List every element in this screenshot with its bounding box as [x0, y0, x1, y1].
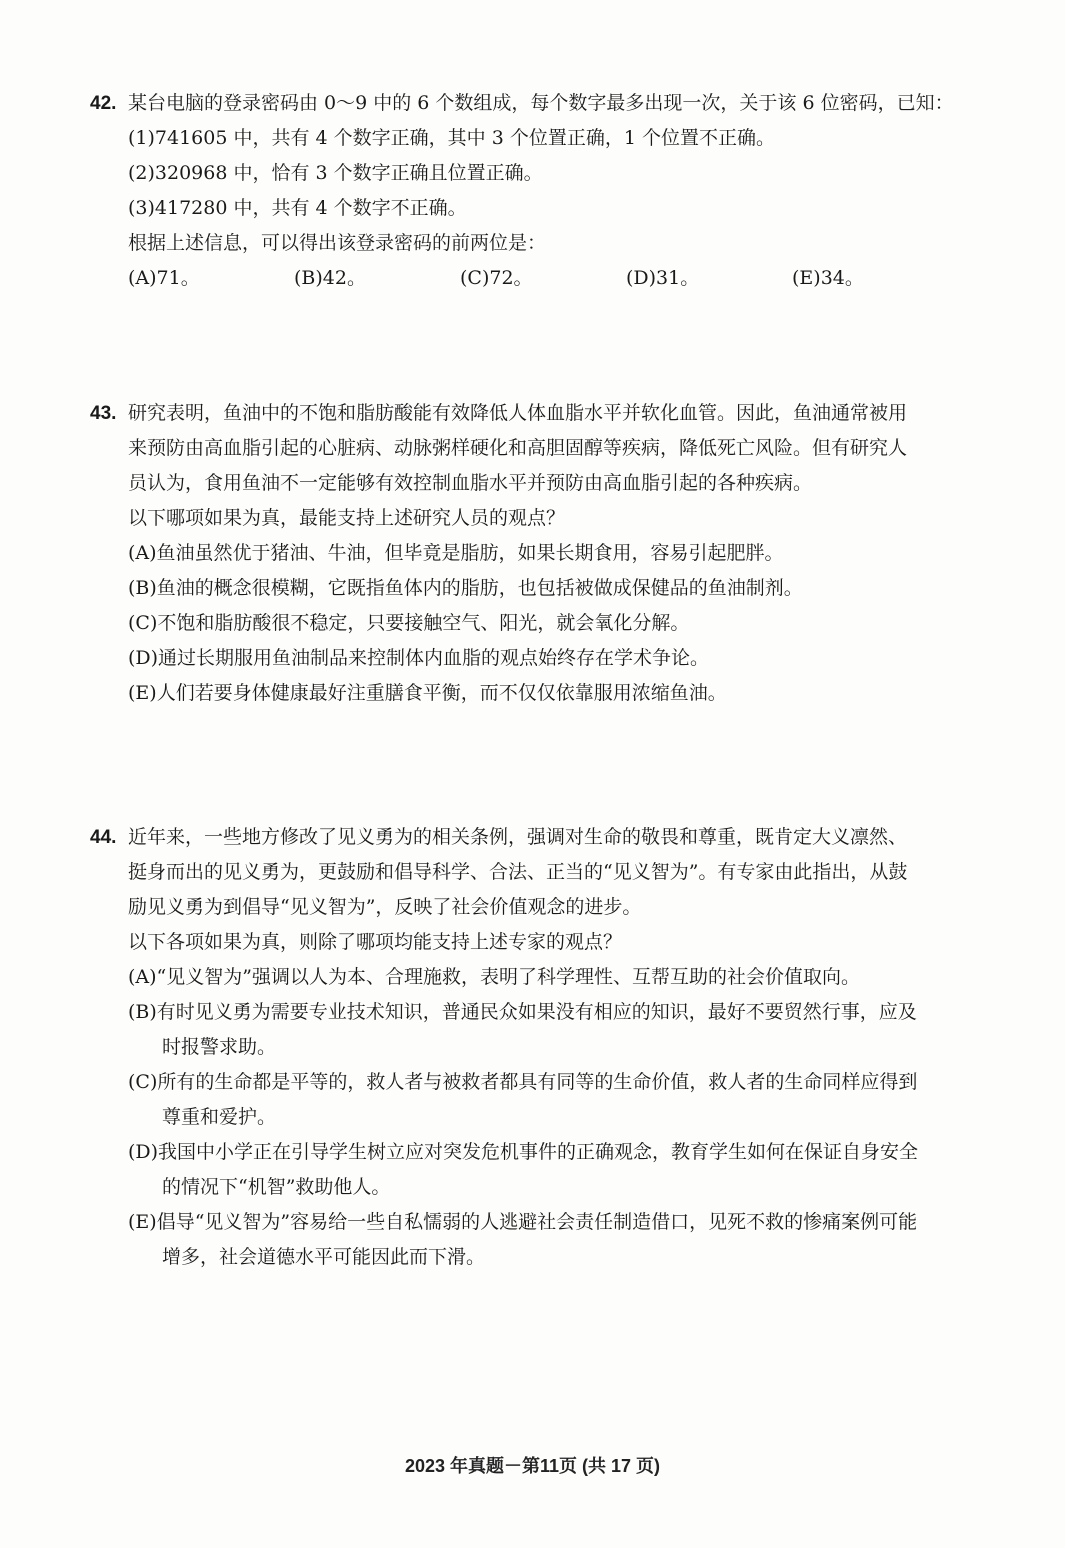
option-a: (A)鱼油虽然优于猪油、牛油，但毕竟是脂肪，如果长期食用，容易引起肥胖。: [128, 542, 784, 564]
option-d: (D)我国中小学正在引导学生树立应对突发危机事件的正确观念，教育学生如何在保证自身安全: [128, 1141, 919, 1163]
page-footer: 2023 年真题－第11页 (共 17 页): [404, 1456, 661, 1476]
question-44: [90, 820, 995, 1275]
question-stem: 某台电脑的登录密码由 0～9 中的 6 个数组成，每个数字最多出现一次，关于该 6 位密码，已知：: [128, 92, 954, 114]
question-44-stem-line: [90, 820, 995, 855]
condition-1: (1)741605 中，共有 4 个数字正确，其中 3 个位置正确，1 个位置不正确。: [128, 127, 775, 149]
question-stem-line-1: 近年来，一些地方修改了见义勇为的相关条例，强调对生命的敬畏和尊重，既肯定大义凛然、: [128, 826, 908, 848]
question-43-stem-line: [90, 396, 995, 431]
question-42: [90, 86, 995, 296]
option-c: (C)不饱和脂肪酸很不稳定，只要接触空气、阳光，就会氧化分解。: [128, 612, 690, 634]
question-42-stem-line: [90, 86, 995, 121]
option-c: (C)所有的生命都是平等的，救人者与被救者都具有同等的生命价值，救人者的生命同样应得到: [128, 1071, 918, 1093]
option-e: (E)人们若要身体健康最好注重膳食平衡，而不仅仅依靠服用浓缩鱼油。: [128, 682, 727, 704]
question-stem-line-2: 挺身而出的见义勇为，更鼓励和倡导科学、合法、正当的“见义智为”。有专家由此指出，从鼓: [128, 861, 908, 883]
option-a: (A)71。: [128, 267, 200, 289]
question-stem-line-2: 来预防由高血脂引起的心脏病、动脉粥样硬化和高胆固醇等疾病，降低死亡风险。但有研究人: [128, 437, 908, 459]
option-e: (E)34。: [792, 267, 864, 289]
option-b-continuation: 时报警求助。: [162, 1036, 277, 1058]
question-stem-line-3: 励见义勇为到倡导“见义智为”，反映了社会价值观念的进步。: [128, 896, 642, 918]
option-d: (D)通过长期服用鱼油制品来控制体内血脂的观点始终存在学术争论。: [128, 647, 710, 669]
option-e: (E)倡导“见义智为”容易给一些自私懦弱的人逃避社会责任制造借口，见死不救的惨痛案例可能: [128, 1211, 918, 1233]
condition-2: (2)320968 中，恰有 3 个数字正确且位置正确。: [128, 162, 543, 184]
question-number: 44.: [90, 827, 117, 848]
question-prompt: 根据上述信息，可以得出该登录密码的前两位是：: [128, 232, 547, 254]
question-stem-line-1: 研究表明，鱼油中的不饱和脂肪酸能有效降低人体血脂水平并软化血管。因此，鱼油通常被用: [128, 402, 908, 424]
option-b: (B)42。: [294, 267, 366, 289]
question-number: 43.: [90, 403, 117, 424]
option-a: (A)“见义智为”强调以人为本、合理施救，表明了科学理性、互帮互助的社会价值取向。: [128, 966, 860, 988]
condition-3: (3)417280 中，共有 4 个数字不正确。: [128, 197, 467, 219]
question-number: 42.: [90, 93, 117, 114]
question-stem-line-3: 员认为，食用鱼油不一定能够有效控制血脂水平并预防由高血脂引起的各种疾病。: [128, 472, 813, 494]
option-d-continuation: 的情况下“机智”救助他人。: [162, 1176, 391, 1198]
question-prompt: 以下哪项如果为真，最能支持上述研究人员的观点？: [128, 507, 566, 529]
question-43: [90, 396, 995, 711]
option-b: (B)鱼油的概念很模糊，它既指鱼体内的脂肪，也包括被做成保健品的鱼油制剂。: [128, 577, 803, 599]
option-d: (D)31。: [626, 267, 700, 289]
options-row: [90, 261, 995, 296]
option-c-continuation: 尊重和爱护。: [162, 1106, 277, 1128]
option-e-continuation: 增多，社会道德水平可能因此而下滑。: [162, 1246, 486, 1268]
option-c: (C)72。: [460, 267, 533, 289]
question-prompt: 以下各项如果为真，则除了哪项均能支持上述专家的观点？: [128, 931, 623, 953]
option-b: (B)有时见义勇为需要专业技术知识，普通民众如果没有相应的知识，最好不要贸然行事，应及: [128, 1001, 917, 1023]
